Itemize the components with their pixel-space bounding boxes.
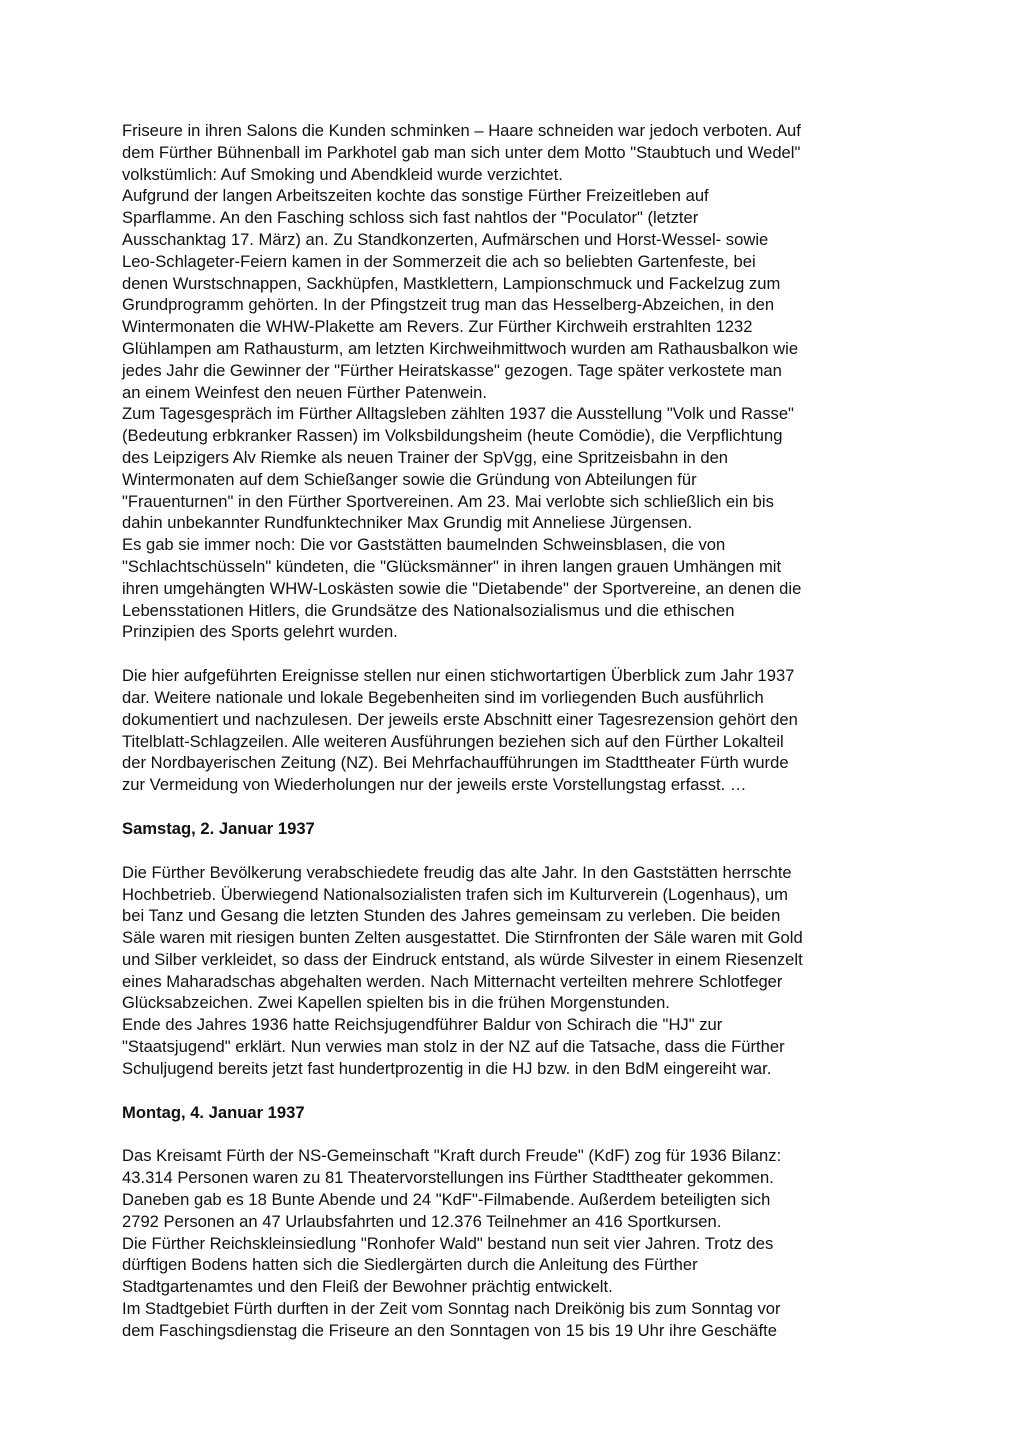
- text-line: Prinzipien des Sports gelehrt wurden.: [122, 622, 398, 642]
- text-line: Leo-Schlageter-Feiern kamen in der Sommerzeit die ach so beliebten Gartenfeste, bei: [122, 251, 756, 271]
- text-line: "Staatsjugend" erklärt. Nun verwies man stolz in der NZ auf die Tatsache, dass die Fürther: [122, 1037, 785, 1057]
- text-line: denen Wurstschnappen, Sackhüpfen, Mastklettern, Lampionschmuck und Fackelzug zum: [122, 273, 781, 293]
- text-line: dem Fürther Bühnenball im Parkhotel gab man sich unter dem Motto "Staubtuch und Wedel": [122, 142, 801, 162]
- text-line: bei Tanz und Gesang die letzten Stunden des Jahres gemeinsam zu verleben. Die beiden: [122, 906, 781, 926]
- text-line: Lebensstationen Hitlers, die Grundsätze des Nationalsozialismus und die ethischen: [122, 600, 735, 620]
- day-heading: Montag, 4. Januar 1937: [122, 1102, 305, 1122]
- text-line: Das Kreisamt Fürth der NS-Gemeinschaft "Kraft durch Freude" (KdF) zog für 1936 Bilanz:: [122, 1146, 782, 1166]
- text-line: zur Vermeidung von Wiederholungen nur der jeweils erste Vorstellungstag erfasst. …: [122, 775, 747, 795]
- text-line: und Silber verkleidet, so dass der Eindruck entstand, als würde Silvester in einem Riesenzelt: [122, 949, 803, 969]
- text-line: dahin unbekannter Rundfunktechniker Max Grundig mit Anneliese Jürgensen.: [122, 513, 693, 533]
- text-line: der Nordbayerischen Zeitung (NZ). Bei Mehrfachaufführungen im Stadttheater Fürth wurde: [122, 753, 789, 773]
- text-line: an einem Weinfest den neuen Fürther Patenwein.: [122, 382, 487, 402]
- text-line: Im Stadtgebiet Fürth durften in der Zeit vom Sonntag nach Dreikönig bis zum Sonntag vor: [122, 1299, 781, 1319]
- text-line: Die Fürther Reichskleinsiedlung "Ronhofer Wald" bestand nun seit vier Jahren. Trotz des: [122, 1233, 774, 1253]
- text-line: dürftigen Bodens hatten sich die Siedlergärten durch die Anleitung des Fürther: [122, 1255, 698, 1275]
- text-line: 2792 Personen an 47 Urlaubsfahrten und 12.376 Teilnehmer an 416 Sportkursen.: [122, 1211, 722, 1231]
- text-line: eines Maharadschas abgehalten werden. Nach Mitternacht verteilten mehrere Schlotfeger: [122, 971, 783, 991]
- text-line: (Bedeutung erbkranker Rassen) im Volksbildungsheim (heute Comödie), die Verpflichtung: [122, 426, 783, 446]
- text-line: Ende des Jahres 1936 hatte Reichsjugendführer Baldur von Schirach die "HJ" zur: [122, 1015, 723, 1035]
- text-line: Glühlampen am Rathausturm, am letzten Kirchweihmittwoch wurden am Rathausbalkon wie: [122, 338, 799, 358]
- text-line: 43.314 Personen waren zu 81 Theatervorstellungen ins Fürther Stadttheater gekommen.: [122, 1168, 774, 1188]
- paragraph-gap: [122, 1080, 924, 1102]
- text-line: Daneben gab es 18 Bunte Abende und 24 "KdF"-Filmabende. Außerdem beteiligten sich: [122, 1190, 771, 1210]
- text-line: Wintermonaten auf dem Schießanger sowie die Gründung von Abteilungen für: [122, 469, 697, 489]
- paragraph: [122, 120, 924, 643]
- text-line: Zum Tagesgespräch im Fürther Alltagsleben zählten 1937 die Ausstellung "Volk und Rasse": [122, 404, 794, 424]
- text-line: Aufgrund der langen Arbeitszeiten kochte das sonstige Fürther Freizeitleben auf: [122, 186, 709, 206]
- paragraph: [122, 862, 924, 1080]
- text-line: Grundprogramm gehörten. In der Pfingstzeit trug man das Hesselberg-Abzeichen, in den: [122, 295, 775, 315]
- text-line: Es gab sie immer noch: Die vor Gaststätten baumelnden Schweinsblasen, die von: [122, 535, 726, 555]
- text-line: Die hier aufgeführten Ereignisse stellen nur einen stichwortartigen Überblick zum Jahr 1937: [122, 666, 795, 686]
- paragraph-gap: [122, 1123, 924, 1145]
- text-line: Die Fürther Bevölkerung verabschiedete freudig das alte Jahr. In den Gaststätten herrschte: [122, 862, 792, 882]
- text-line: dem Faschingsdienstag die Friseure an den Sonntagen von 15 bis 19 Uhr ihre Geschäfte: [122, 1320, 777, 1340]
- text-line: "Frauenturnen" in den Fürther Sportvereinen. Am 23. Mai verlobte sich schließlich ein bis: [122, 491, 774, 511]
- text-line: Sparflamme. An den Fasching schloss sich fast nahtlos der "Poculator" (letzter: [122, 208, 699, 228]
- day-heading: Samstag, 2. Januar 1937: [122, 818, 315, 838]
- text-line: Glücksabzeichen. Zwei Kapellen spielten bis in die frühen Morgenstunden.: [122, 993, 670, 1013]
- text-line: Friseure in ihren Salons die Kunden schminken – Haare schneiden war jedoch verboten. Auf: [122, 121, 801, 140]
- text-line: dokumentiert und nachzulesen. Der jeweils erste Abschnitt einer Tagesrezension gehört den: [122, 709, 798, 729]
- text-line: volkstümlich: Auf Smoking und Abendkleid wurde verzichtet.: [122, 164, 563, 184]
- text-line: Ausschanktag 17. März) an. Zu Standkonzerten, Aufmärschen und Horst-Wessel- sowie: [122, 229, 769, 249]
- text-line: ihren umgehängten WHW-Loskästen sowie die "Dietabende" der Sportvereine, an denen die: [122, 578, 802, 598]
- text-line: Schuljugend bereits jetzt fast hundertprozentig in die HJ bzw. in den BdM eingereiht war.: [122, 1058, 772, 1078]
- text-line: Titelblatt-Schlagzeilen. Alle weiteren Ausführungen beziehen sich auf den Fürther Lokalteil: [122, 731, 784, 751]
- text-line: Wintermonaten die WHW-Plakette am Revers. Zur Fürther Kirchweih erstrahlten 1232: [122, 317, 753, 337]
- text-line: Stadtgartenamtes und den Fleiß der Bewohner prächtig entwickelt.: [122, 1277, 613, 1297]
- paragraph: [122, 1145, 924, 1341]
- paragraph-gap: [122, 796, 924, 818]
- paragraph-gap: [122, 840, 924, 862]
- text-line: "Schlachtschüsseln" kündeten, die "Glücksmänner" in ihren langen grauen Umhängen mit: [122, 556, 782, 576]
- text-line: Hochbetrieb. Überwiegend Nationalsozialisten trafen sich im Kulturverein (Logenhaus), um: [122, 884, 788, 904]
- text-line: Säle waren mit riesigen bunten Zelten ausgestattet. Die Stirnfronten der Säle waren mit Gold: [122, 928, 803, 948]
- text-line: jedes Jahr die Gewinner der "Fürther Heiratskasse" gezogen. Tage später verkostete man: [122, 360, 782, 380]
- text-line: dar. Weitere nationale und lokale Begebenheiten sind im vorliegenden Buch ausführlich: [122, 687, 764, 707]
- text-line: des Leipzigers Alv Riemke als neuen Trainer der SpVgg, eine Spritzeisbahn in den: [122, 447, 729, 467]
- paragraph: [122, 665, 924, 796]
- paragraph-gap: [122, 643, 924, 665]
